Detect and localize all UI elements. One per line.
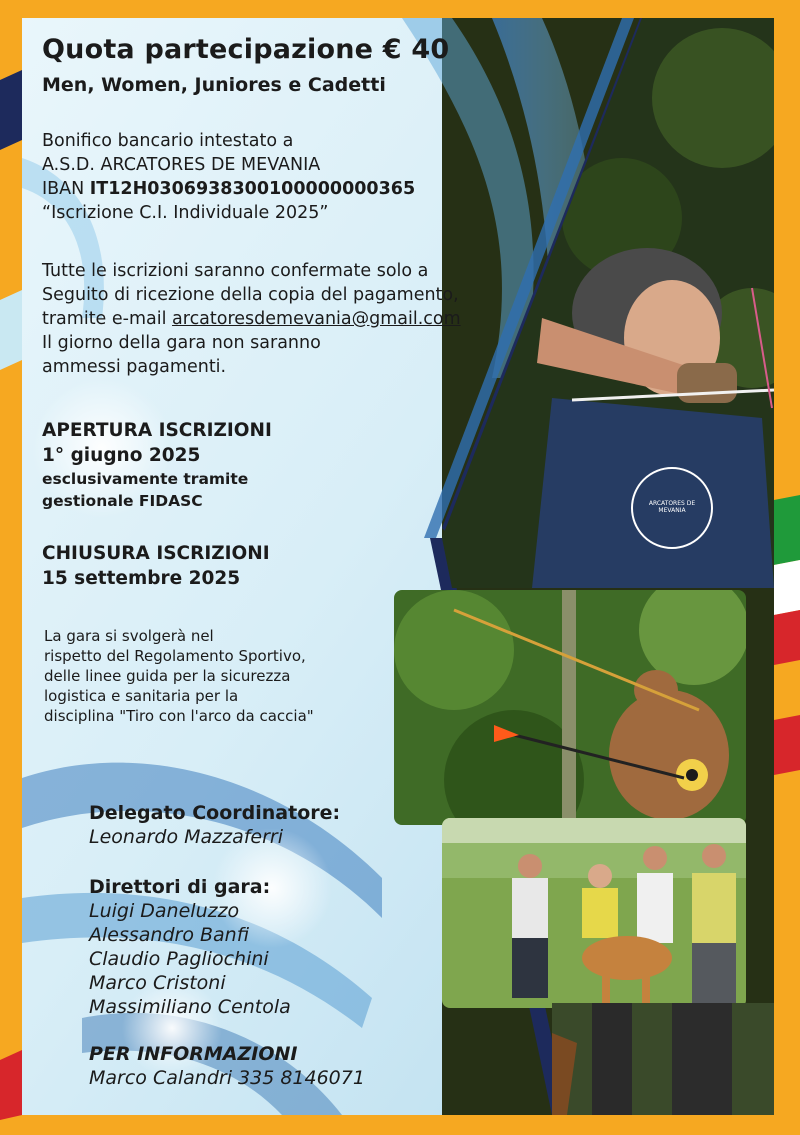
iban-code: IT12H0306938300100000000365 — [89, 179, 416, 199]
closing-block — [42, 541, 270, 591]
closing-title: CHIUSURA ISCRIZIONI — [42, 543, 270, 564]
info-contact: Marco Calandri 335 8146071 — [89, 1067, 365, 1089]
confirm-line3 — [42, 307, 461, 331]
opening-note1: esclusivamente tramite — [42, 470, 249, 488]
shirt-logo-text: ARCATORES DE MEVANIA — [648, 500, 696, 514]
page-subtitle: Men, Women, Juniores e Cadetti — [42, 74, 386, 96]
payment-block — [42, 129, 415, 225]
rules-line1: La gara si svolgerà nel — [44, 627, 214, 645]
director-name: Claudio Pagliochini — [89, 948, 269, 970]
director-name: Alessandro Banfi — [89, 924, 249, 946]
flyer-panel — [22, 18, 774, 1115]
closing-date: 15 settembre 2025 — [42, 568, 241, 589]
director-name: Marco Cristoni — [89, 972, 226, 994]
rules-line3: delle linee guida per la sicurezza — [44, 667, 291, 685]
confirm-line4: Il giorno della gara non saranno — [42, 333, 321, 353]
payment-line1: Bonifico bancario intestato a — [42, 131, 294, 151]
opening-block — [42, 418, 272, 512]
confirm-line5: ammessi pagamenti. — [42, 357, 227, 377]
delegate-title: Delegato Coordinatore: — [89, 802, 341, 824]
opening-title: APERTURA ISCRIZIONI — [42, 420, 272, 441]
confirm-line1: Tutte le iscrizioni saranno confermate solo a — [42, 261, 429, 281]
archer-photo — [422, 18, 774, 588]
director-name: Luigi Daneluzzo — [89, 900, 240, 922]
delegate-name: Leonardo Mazzaferri — [89, 826, 284, 848]
rules-block — [44, 626, 314, 726]
info-block — [89, 1042, 365, 1090]
opening-note2: gestionale FIDASC — [42, 492, 203, 510]
directors-title: Direttori di gara: — [89, 876, 271, 898]
target-photo — [394, 590, 746, 825]
payment-line2: A.S.D. ARCATORES DE MEVANIA — [42, 155, 321, 175]
info-title: PER INFORMAZIONI — [89, 1043, 298, 1065]
confirmation-block — [42, 259, 461, 379]
rules-line2: rispetto del Regolamento Sportivo, — [44, 647, 306, 665]
directors-block — [89, 875, 291, 1019]
confirm-line2: Seguito di ricezione della copia del pagamento, — [42, 285, 459, 305]
page-title: Quota partecipazione € 40 — [42, 34, 450, 65]
iban-prefix: IBAN — [42, 179, 90, 199]
email-link[interactable]: arcatoresdemevania@gmail.com — [172, 309, 461, 329]
opening-date: 1° giugno 2025 — [42, 445, 201, 466]
group-photo — [442, 818, 746, 1008]
delegate-block — [89, 801, 340, 849]
iban-line — [42, 177, 415, 201]
confirm-line3-prefix: tramite e-mail — [42, 309, 173, 329]
bottom-photo — [552, 1003, 774, 1115]
rules-line5: disciplina "Tiro con l'arco da caccia" — [44, 707, 314, 725]
director-name: Massimiliano Centola — [89, 996, 291, 1018]
payment-causale: “Iscrizione C.I. Individuale 2025” — [42, 203, 329, 223]
rules-line4: logistica e sanitaria per la — [44, 687, 239, 705]
